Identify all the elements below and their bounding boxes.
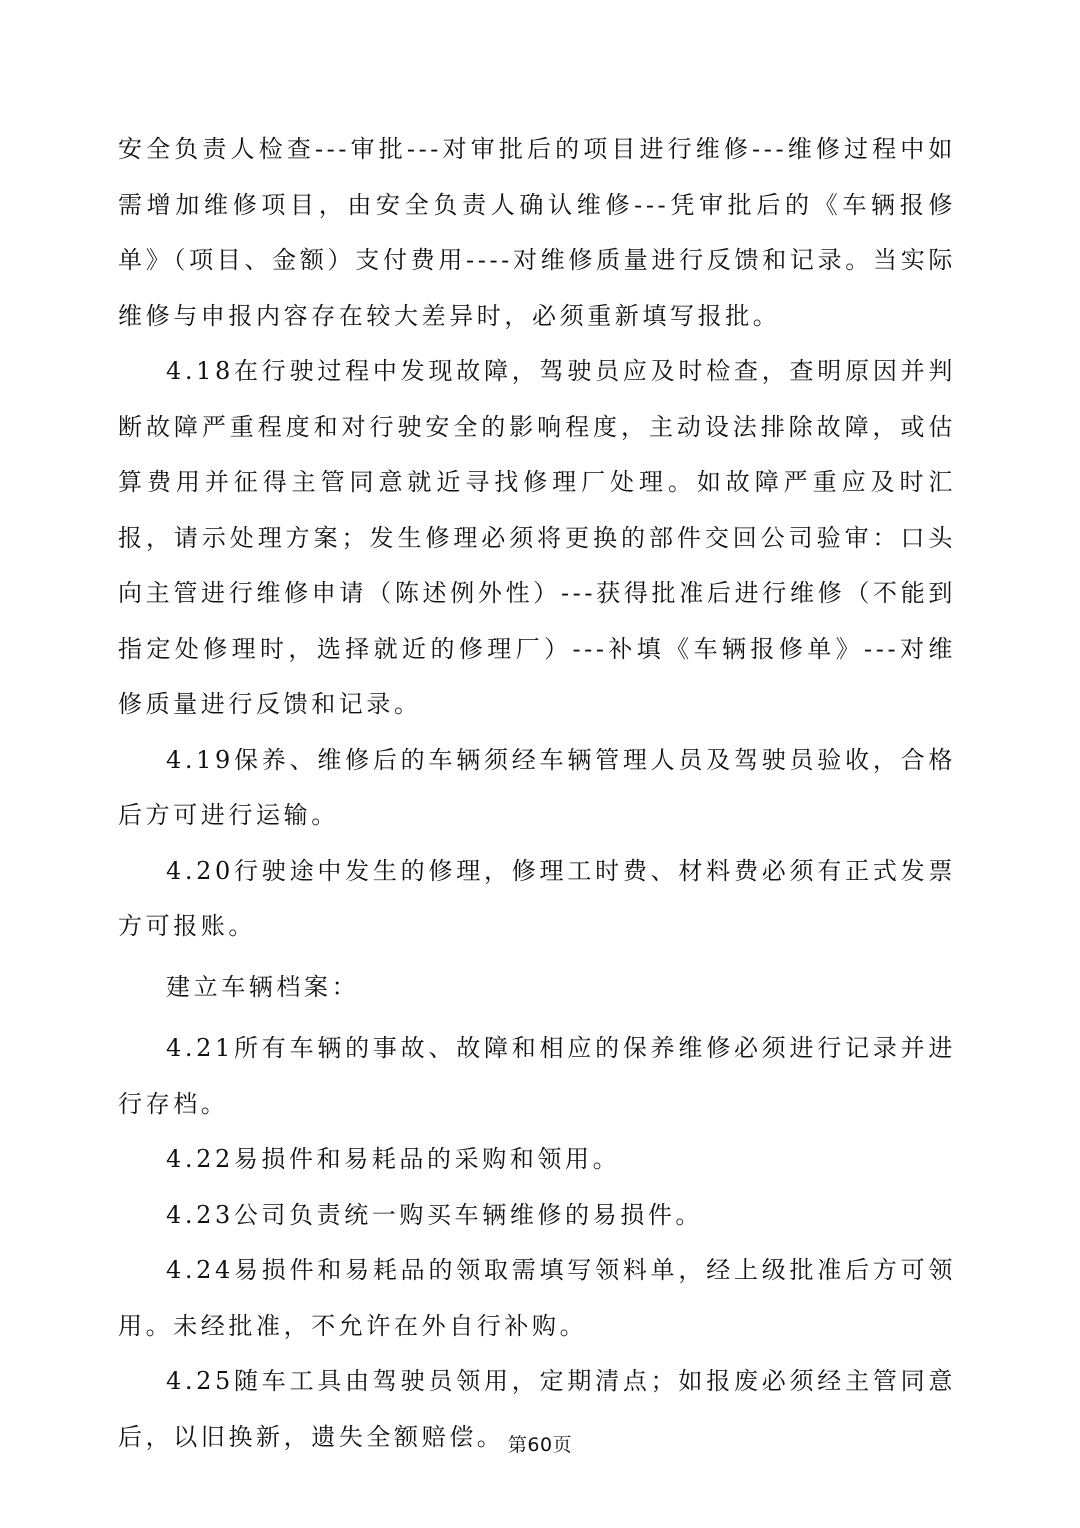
paragraph-4-18: 4.18在行驶过程中发现故障，驾驶员应及时检查，查明原因并判断故障严重程度和对行驶安全的影响程度，主动设法排除故障，或估算费用并征得主管同意就近寻找修理厂处理。如故障严重应及时汇报，请示处理方案；发生修理必须将更换的部件交回公司验审：口头向主管进行维修申请（陈述例外性）---获得批准后进行维修（不能到指定处修理时，选择就近的修理厂）---补填《车辆报修单》---对维修质量进行反馈和记录。 [118, 357, 956, 718]
paragraph-4-24: 4.24易损件和易耗品的领取需填写领料单，经上级批准后方可领用。未经批准，不允许在外自行补购。 [118, 1256, 956, 1340]
document-body [118, 122, 956, 1465]
page-number: 第60页 [507, 1434, 573, 1456]
paragraph-continuation: 安全负责人检查---审批---对审批后的项目进行维修---维修过程中如需增加维修项目，由安全负责人确认维修---凭审批后的《车辆报修单》（项目、金额）支付费用----对维修质量进行反馈和记录。当实际维修与申报内容存在较大差异时，必须重新填写报批。 [118, 135, 956, 330]
paragraph-4-23: 4.23公司负责统一购买车辆维修的易损件。 [166, 1200, 704, 1229]
paragraph-4-22: 4.22易损件和易耗品的采购和领用。 [166, 1145, 621, 1173]
paragraph-4-21: 4.21所有车辆的事故、故障和相应的保养维修必须进行记录并进行存档。 [118, 1034, 956, 1118]
section-heading-vehicle-archive: 建立车辆档案： [166, 972, 360, 1001]
paragraph-4-20: 4.20行驶途中发生的修理，修理工时费、材料费必须有正式发票方可报账。 [118, 856, 956, 940]
paragraph-4-25: 4.25随车工具由驾驶员领用，定期清点；如报废必须经主管同意后，以旧换新，遗失全额赔偿。 [118, 1367, 956, 1451]
paragraph-4-19: 4.19保养、维修后的车辆须经车辆管理人员及驾驶员验收，合格后方可进行运输。 [118, 745, 956, 829]
